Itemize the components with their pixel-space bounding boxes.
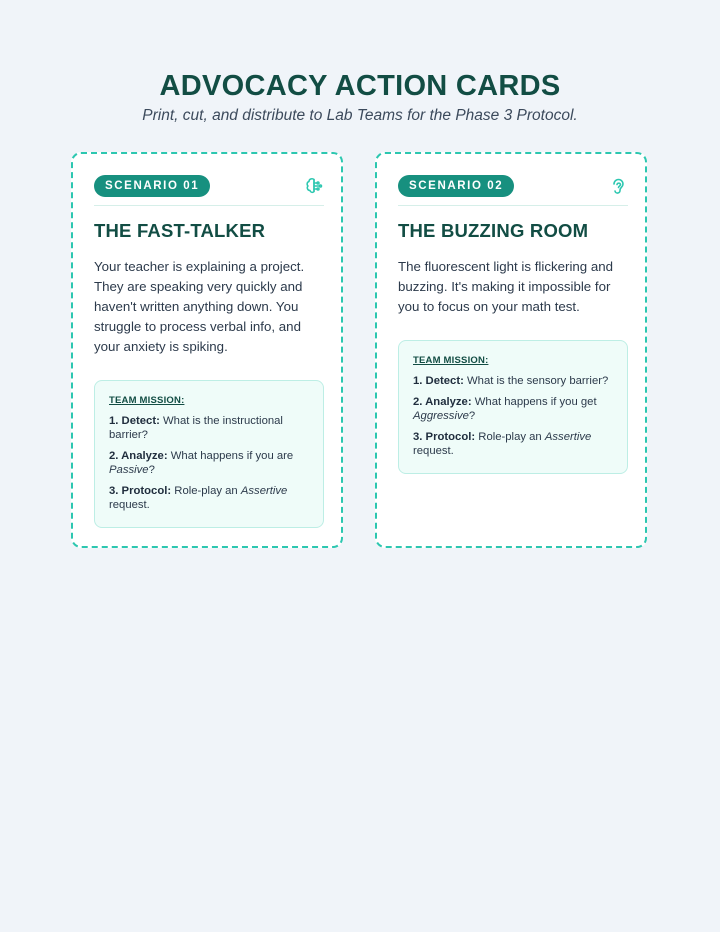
ear-icon bbox=[608, 176, 628, 196]
card-header bbox=[398, 174, 628, 206]
mission-label: TEAM MISSION: bbox=[413, 355, 489, 366]
mission-item-key: 3. Protocol: bbox=[413, 431, 476, 443]
mission-item-emphasis: Passive bbox=[109, 464, 149, 476]
mission-item-detect bbox=[109, 414, 309, 442]
mission-item-emphasis: Aggressive bbox=[413, 410, 469, 422]
mission-item-text: Role-play an bbox=[478, 431, 542, 443]
mission-item-end: ? bbox=[468, 410, 476, 422]
mission-item-emphasis: Assertive bbox=[544, 431, 592, 443]
mission-item-text: What happens if you get bbox=[474, 396, 597, 408]
mission-label: TEAM MISSION: bbox=[109, 395, 185, 406]
mission-item-analyze bbox=[413, 395, 613, 423]
mission-item-end: request. bbox=[413, 445, 454, 457]
card-description: Your teacher is explaining a project. They are speaking very quickly and haven't written anything down. You struggle to process verbal info, and your anxiety is spiking. bbox=[94, 259, 305, 354]
scenario-card-02 bbox=[375, 152, 647, 548]
card-title: THE BUZZING ROOM bbox=[398, 220, 589, 241]
mission-item-key: 3. Protocol: bbox=[109, 485, 172, 497]
scenario-card-01 bbox=[71, 152, 343, 548]
mission-item-protocol bbox=[109, 484, 309, 512]
card-title: THE FAST-TALKER bbox=[94, 220, 266, 241]
mission-item-end: ? bbox=[148, 464, 155, 476]
page-subtitle: Print, cut, and distribute to Lab Teams for the Phase 3 Protocol. bbox=[142, 107, 578, 124]
mission-item-detect bbox=[413, 374, 613, 388]
mission-item-key: 2. Analyze: bbox=[413, 396, 472, 408]
page-title: ADVOCACY ACTION CARDS bbox=[159, 70, 561, 102]
team-mission-box bbox=[398, 340, 628, 474]
card-header bbox=[94, 174, 324, 206]
mission-item-text: What is the sensory barrier? bbox=[467, 375, 609, 387]
brain-icon bbox=[304, 176, 324, 196]
mission-item-analyze bbox=[109, 449, 309, 477]
scenario-badge: SCENARIO 01 bbox=[94, 175, 210, 197]
card-description: The fluorescent light is flickering and buzzing. It's making it impossible for you to focus on your math test. bbox=[398, 259, 614, 314]
mission-item-text: What is the instructional barrier? bbox=[109, 415, 283, 441]
mission-item-protocol bbox=[413, 430, 613, 458]
page-header bbox=[0, 68, 720, 126]
mission-item-emphasis: Assertive bbox=[240, 485, 288, 497]
team-mission-box bbox=[94, 380, 324, 528]
mission-item-key: 1. Detect: bbox=[109, 415, 160, 427]
scenario-badge: SCENARIO 02 bbox=[398, 175, 514, 197]
mission-item-text: What happens if you are bbox=[170, 450, 294, 462]
mission-item-end: request. bbox=[109, 499, 150, 511]
mission-item-key: 2. Analyze: bbox=[109, 450, 168, 462]
mission-item-key: 1. Detect: bbox=[413, 375, 464, 387]
mission-item-text: Role-play an bbox=[174, 485, 238, 497]
